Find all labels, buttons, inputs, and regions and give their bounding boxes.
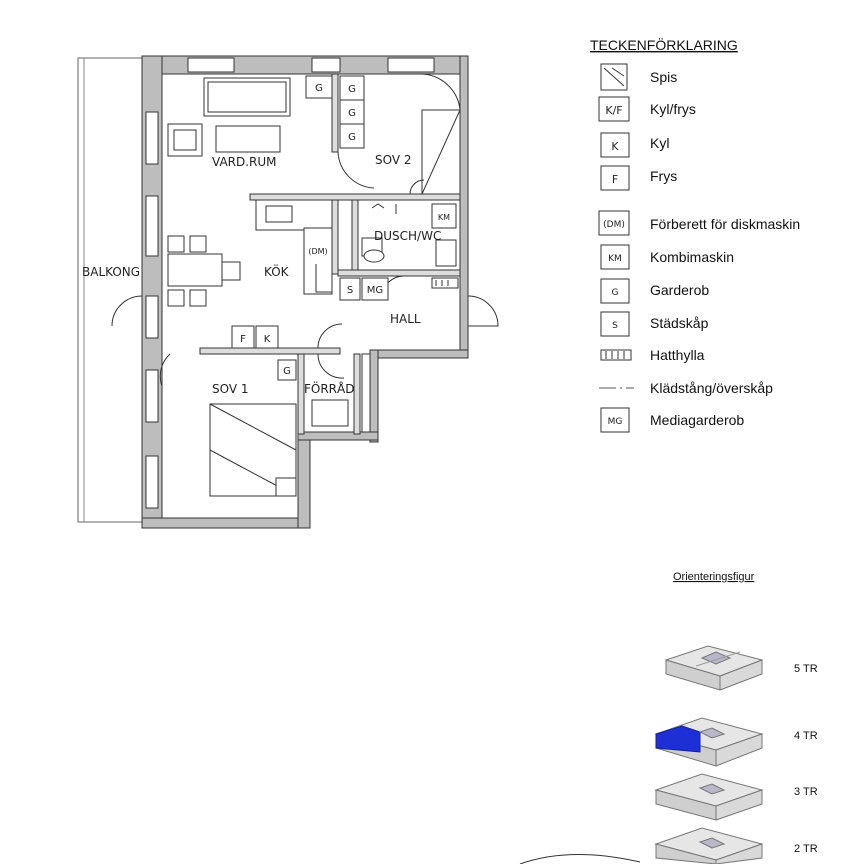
- fridge-symbol: K: [263, 334, 271, 345]
- freezer-symbol: F: [240, 334, 246, 345]
- floor-label: 5 TR: [794, 663, 818, 675]
- stove-icon: [601, 64, 627, 90]
- wardrobe-symbol: G: [348, 108, 356, 119]
- legend-label: Kyl/frys: [650, 101, 696, 117]
- wardrobe-icon: [601, 279, 629, 303]
- legend-label: Kyl: [650, 135, 670, 151]
- building-block-4tr: [656, 718, 762, 766]
- legend-label: Hatthylla: [650, 347, 705, 363]
- legend-label: Mediagarderob: [650, 412, 745, 428]
- legend-label: Städskåp: [650, 315, 709, 331]
- building-block-5tr: [666, 646, 762, 690]
- living-room-furniture: [168, 76, 332, 156]
- media-wardrobe-icon: [601, 408, 629, 432]
- room-label-balkong: BALKONG: [82, 265, 141, 279]
- orientation-figure: [520, 571, 818, 864]
- room-label-sov2: SOV 2: [375, 153, 412, 167]
- washer-icon: [601, 245, 629, 269]
- road-curve: [520, 854, 640, 864]
- svg-text:G: G: [611, 288, 619, 298]
- legend-label: Garderob: [650, 282, 710, 298]
- legend-label: Kombimaskin: [650, 249, 735, 265]
- orientation-title: Orienteringsfigur: [673, 571, 755, 583]
- balcony: [78, 58, 142, 522]
- sov2-wardrobes: [338, 74, 460, 194]
- svg-text:S: S: [612, 321, 618, 331]
- fridge-icon: [601, 133, 629, 157]
- building-block-3tr: [656, 774, 762, 820]
- sov1: [160, 354, 296, 496]
- floor-label: 2 TR: [794, 843, 818, 855]
- legend-label: Förberett för diskmaskin: [650, 216, 801, 232]
- legend: [590, 36, 800, 432]
- highlighted-apartment: [656, 726, 700, 752]
- cleaning-cabinet-symbol: S: [346, 285, 354, 296]
- room-label-kok: KÖK: [264, 265, 289, 279]
- media-wardrobe-symbol: MG: [366, 285, 384, 296]
- building-block-2tr: [656, 828, 762, 864]
- washer-symbol: KM: [437, 213, 451, 222]
- room-label-forrad: FÖRRÅD: [304, 382, 355, 396]
- wardrobe-symbol: G: [348, 132, 356, 143]
- room-label-vardrum: VARD.RUM: [212, 155, 277, 169]
- svg-text:KM: KM: [608, 254, 622, 264]
- room-label-sov1: SOV 1: [212, 382, 249, 396]
- svg-text:K: K: [611, 140, 619, 153]
- svg-text:K/F: K/F: [605, 104, 623, 117]
- room-label-hall: HALL: [390, 312, 421, 326]
- cleaning-cabinet-icon: [601, 312, 629, 336]
- wardrobe-symbol: G: [283, 366, 291, 377]
- dishwasher-symbol: (DM): [308, 247, 328, 256]
- legend-title: TECKENFÖRKLARING: [590, 37, 738, 53]
- dishwasher-icon: [599, 211, 629, 235]
- room-label-dusch-wc: DUSCH/WC: [374, 229, 442, 243]
- svg-text:MG: MG: [607, 417, 623, 427]
- hat-shelf-icon: [601, 350, 631, 360]
- wardrobe-symbol: G: [348, 84, 356, 95]
- legend-label: Klädstång/överskåp: [650, 380, 773, 396]
- freezer-icon: [601, 166, 629, 190]
- floor-label: 4 TR: [794, 730, 818, 742]
- fridge-freezer-icon: [599, 97, 629, 121]
- svg-text:F: F: [611, 173, 619, 186]
- legend-label: Frys: [650, 168, 678, 184]
- floor-label: 3 TR: [794, 786, 818, 798]
- svg-text:(DM): (DM): [603, 220, 625, 230]
- legend-label: Spis: [650, 69, 678, 85]
- wardrobe-symbol: G: [315, 83, 323, 94]
